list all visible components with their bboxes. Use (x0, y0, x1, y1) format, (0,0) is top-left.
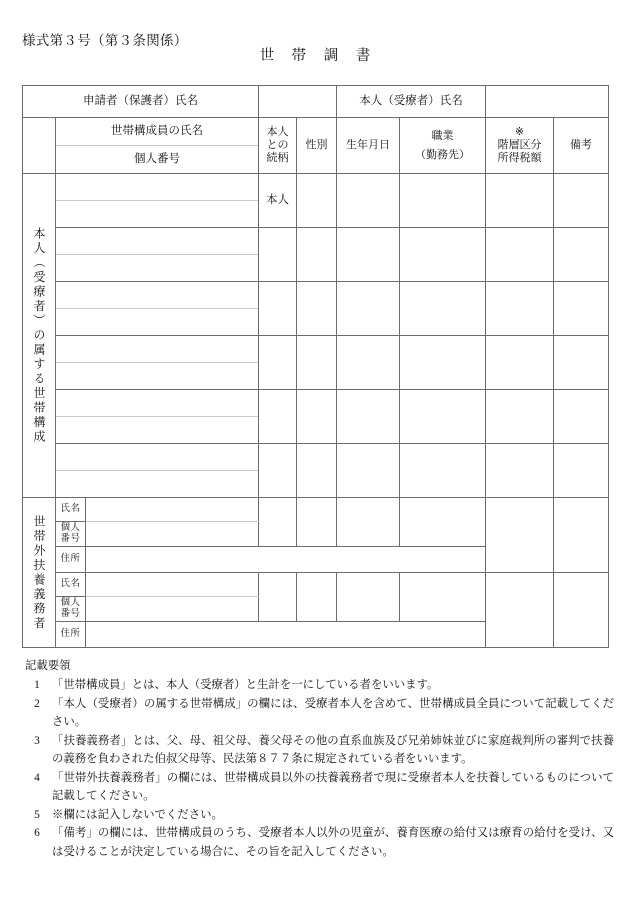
member-birthdate-field[interactable] (337, 336, 400, 390)
outside-address-field[interactable] (86, 547, 486, 573)
applicant-header-row (23, 86, 609, 118)
outside-relation-field[interactable] (259, 498, 297, 547)
note-number: 5 (34, 808, 40, 821)
member-relation-field[interactable] (259, 336, 297, 390)
header-occupation-line2: （勤務先） (415, 148, 471, 161)
outside-name-field[interactable] (86, 573, 259, 597)
note-number: 3 (34, 734, 40, 747)
member-tax-field[interactable] (486, 228, 554, 282)
member-number-field[interactable] (56, 201, 258, 227)
document-title: 世 帯 調 書 (259, 48, 378, 64)
header-relation (259, 118, 297, 174)
table-row (23, 336, 609, 390)
note-item (22, 769, 614, 806)
member-birthdate-field[interactable] (337, 228, 400, 282)
applicant-name-label: 申請者（保護者）氏名 (23, 86, 259, 118)
outside-name-field[interactable] (86, 498, 259, 522)
outside-gender-field[interactable] (297, 573, 337, 622)
member-occupation-field[interactable] (400, 336, 486, 390)
member-gender-field[interactable] (297, 228, 337, 282)
member-occupation-field[interactable] (400, 390, 486, 444)
header-tax-line3: 所得税額 (497, 151, 542, 164)
outside-number-field[interactable] (86, 522, 259, 547)
outside-address-label: 住所 (56, 622, 86, 648)
member-gender-field[interactable] (297, 336, 337, 390)
header-relation-line2: との (266, 139, 289, 152)
header-tax-mark: ※ (514, 126, 525, 139)
note-number: 6 (34, 827, 40, 840)
note-item (22, 824, 614, 861)
header-tax-line2: 階層区分 (497, 139, 542, 152)
member-name-field[interactable] (56, 228, 258, 255)
member-occupation-field[interactable] (400, 282, 486, 336)
member-remarks-field[interactable] (554, 282, 609, 336)
note-text: 「扶養義務者」とは、父、母、祖父母、養父母その他の直系血族及び兄弟姉妹並びに家庭裁判所の審判で扶養の義務を負わされた伯叔父母等、民法第８７７条に規定されている者をいいます。 (52, 734, 614, 766)
outside-number-field[interactable] (86, 597, 259, 622)
table-row (23, 573, 609, 597)
member-tax-field[interactable] (486, 444, 554, 498)
table-row (23, 174, 609, 228)
member-name-field[interactable] (56, 444, 258, 471)
header-birthdate: 生年月日 (337, 118, 400, 174)
member-tax-field[interactable] (486, 282, 554, 336)
member-number-field[interactable] (56, 255, 258, 281)
member-remarks-field[interactable] (554, 228, 609, 282)
member-name-field[interactable] (56, 174, 258, 201)
column-header-row (23, 118, 609, 174)
member-name-field[interactable] (56, 390, 258, 417)
member-birthdate-field[interactable] (337, 174, 400, 228)
member-name-number-cell[interactable] (56, 336, 259, 390)
member-occupation-field[interactable] (400, 228, 486, 282)
outside-relation-field[interactable] (259, 573, 297, 622)
outside-name-label: 氏名 (56, 573, 86, 597)
outside-section-vertical-label: 世帯外扶養義務者 (23, 498, 56, 648)
note-item (22, 732, 614, 769)
header-tax-bracket (486, 118, 554, 174)
outside-occupation-field[interactable] (400, 498, 486, 547)
header-member-name-label: 世帯構成員の氏名 (56, 118, 258, 146)
member-relation-field[interactable] (259, 228, 297, 282)
note-text: 「本人（受療者）の属する世帯構成」の欄には、受療者本人を含めて、世帯構成員全員について記載してください。 (52, 697, 614, 729)
form-number: 様式第３号（第３条関係） (22, 33, 188, 48)
member-tax-field[interactable] (486, 336, 554, 390)
outside-occupation-field[interactable] (400, 573, 486, 622)
header-occupation-line1: 職業 (431, 129, 454, 142)
outside-address-label: 住所 (56, 547, 86, 573)
table-row (23, 498, 609, 522)
applicant-name-field[interactable] (259, 86, 337, 118)
member-name-field[interactable] (56, 336, 258, 363)
member-remarks-field[interactable] (554, 336, 609, 390)
table-row (23, 282, 609, 336)
header-occupation (400, 118, 486, 174)
member-remarks-field[interactable] (554, 444, 609, 498)
outside-birthdate-field[interactable] (337, 498, 400, 547)
member-relation-field[interactable] (259, 390, 297, 444)
member-relation-field[interactable] (259, 444, 297, 498)
notes-heading: 記載要領 (25, 660, 71, 672)
outside-address-field[interactable] (86, 622, 486, 648)
member-number-field[interactable] (56, 417, 258, 443)
member-number-field[interactable] (56, 309, 258, 335)
outside-tax-field[interactable] (486, 573, 554, 648)
member-name-number-cell[interactable] (56, 174, 259, 228)
member-number-field[interactable] (56, 363, 258, 389)
notes-section (22, 657, 614, 861)
household-section-vertical-label: 本人（受療者）の属する世帯構成 (23, 174, 56, 498)
member-relation-field[interactable]: 本人 (259, 174, 297, 228)
outside-name-label: 氏名 (56, 498, 86, 522)
patient-name-field[interactable] (486, 86, 609, 118)
outside-number-label: 個人 番号 (56, 597, 86, 622)
member-birthdate-field[interactable] (337, 282, 400, 336)
member-occupation-field[interactable] (400, 174, 486, 228)
member-remarks-field[interactable] (554, 390, 609, 444)
member-gender-field[interactable] (297, 390, 337, 444)
member-gender-field[interactable] (297, 444, 337, 498)
outside-gender-field[interactable] (297, 498, 337, 547)
header-relation-line3: 続柄 (266, 151, 289, 164)
header-member-name (56, 118, 259, 174)
member-name-number-cell[interactable] (56, 282, 259, 336)
member-remarks-field[interactable] (554, 174, 609, 228)
member-number-field[interactable] (56, 471, 258, 497)
note-text: 「世帯外扶養義務者」の欄には、世帯構成員以外の扶養義務者で現に受療者本人を扶養しているものについて記載してください。 (52, 771, 614, 803)
member-birthdate-field[interactable] (337, 390, 400, 444)
note-item (22, 695, 614, 732)
member-relation-field[interactable] (259, 282, 297, 336)
outside-remarks-field[interactable] (554, 573, 609, 648)
outside-tax-field[interactable] (486, 498, 554, 573)
table-row (23, 444, 609, 498)
household-survey-table (22, 85, 609, 648)
note-text: ※欄には記入しないでください。 (52, 808, 223, 821)
note-number: 2 (34, 697, 40, 710)
outside-birthdate-field[interactable] (337, 573, 400, 622)
note-number: 4 (34, 771, 40, 784)
note-item (22, 806, 614, 824)
member-tax-field[interactable] (486, 390, 554, 444)
header-gender: 性別 (297, 118, 337, 174)
member-tax-field[interactable] (486, 174, 554, 228)
member-gender-field[interactable] (297, 282, 337, 336)
table-row (23, 390, 609, 444)
header-member-number-label: 個人番号 (134, 152, 181, 165)
member-name-number-cell[interactable] (56, 390, 259, 444)
member-name-field[interactable] (56, 282, 258, 309)
header-remarks: 備考 (554, 118, 609, 174)
member-name-number-cell[interactable] (56, 228, 259, 282)
member-occupation-field[interactable] (400, 444, 486, 498)
patient-name-label: 本人（受療者）氏名 (337, 86, 486, 118)
member-name-number-cell[interactable] (56, 444, 259, 498)
member-gender-field[interactable] (297, 174, 337, 228)
note-text: 「世帯構成員」とは、本人（受療者）と生計を一にしている者をいいます。 (52, 679, 439, 692)
note-item (22, 676, 614, 694)
header-spacer-left (23, 118, 56, 174)
outside-number-label: 個人 番号 (56, 522, 86, 547)
outside-remarks-field[interactable] (554, 498, 609, 573)
table-row (23, 228, 609, 282)
note-number: 1 (34, 679, 40, 692)
header-relation-line1: 本人 (266, 126, 289, 139)
note-text: 「備考」の欄には、世帯構成員のうち、受療者本人以外の児童が、養育医療の給付又は療育の給付を受け、又は受けることが決定している場合に、その旨を記入してください。 (52, 827, 614, 858)
member-birthdate-field[interactable] (337, 444, 400, 498)
